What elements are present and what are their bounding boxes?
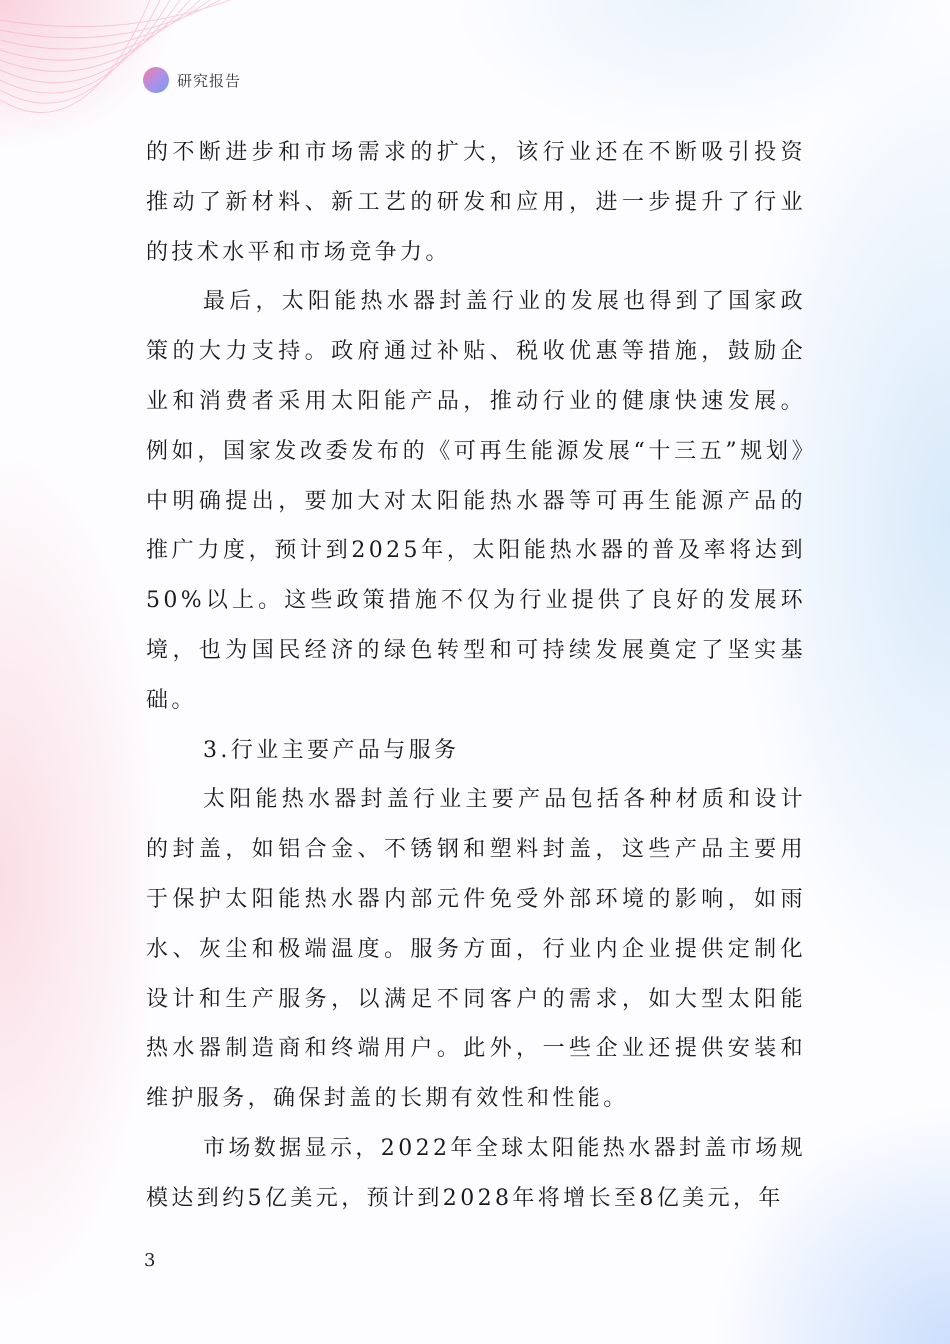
page-number: 3	[144, 1250, 156, 1271]
paragraph-market-data: 市场数据显示，2022年全球太阳能热水器封盖市场规模达到约5亿美元，预计到2028年将增长至8亿美元，年	[146, 1135, 806, 1211]
document-body	[146, 128, 806, 1224]
paragraph-products-services: 太阳能热水器封盖行业主要产品包括各种材质和设计的封盖，如铝合金、不锈钢和塑料封盖，这些产品主要用于保护太阳能热水器内部元件免受外部环境的影响，如雨水、灰尘和极端温度。服务方面，行业内企业提供定制化设计和生产服务，以满足不同客户的需求，如大型太阳能热水器制造商和终端用户。此外，一些企业还提供安装和维护服务，确保封盖的长期有效性和性能。	[146, 787, 806, 1112]
paragraph-continuation: 的不断进步和市场需求的扩大，该行业还在不断吸引投资推动了新材料、新工艺的研发和应用，进一步提升了行业的技术水平和市场竞争力。	[146, 140, 806, 265]
report-logo-icon	[143, 67, 169, 93]
paragraph-policy-support: 最后，太阳能热水器封盖行业的发展也得到了国家政策的大力支持。政府通过补贴、税收优惠等措施，鼓励企业和消费者采用太阳能产品，推动行业的健康快速发展。例如，国家发改委发布的《可再生能源发展“十三五”规划》中明确提出，要加大对太阳能热水器等可再生能源产品的推广力度，预计到2025年，太阳能热水器的普及率将达到50%以上。这些政策措施不仅为行业提供了良好的发展环境，也为国民经济的绿色转型和可持续发展奠定了坚实基础。	[146, 289, 806, 713]
report-header	[143, 66, 241, 94]
section-heading: 3.行业主要产品与服务	[203, 737, 460, 763]
header-title: 研究报告	[177, 71, 242, 90]
